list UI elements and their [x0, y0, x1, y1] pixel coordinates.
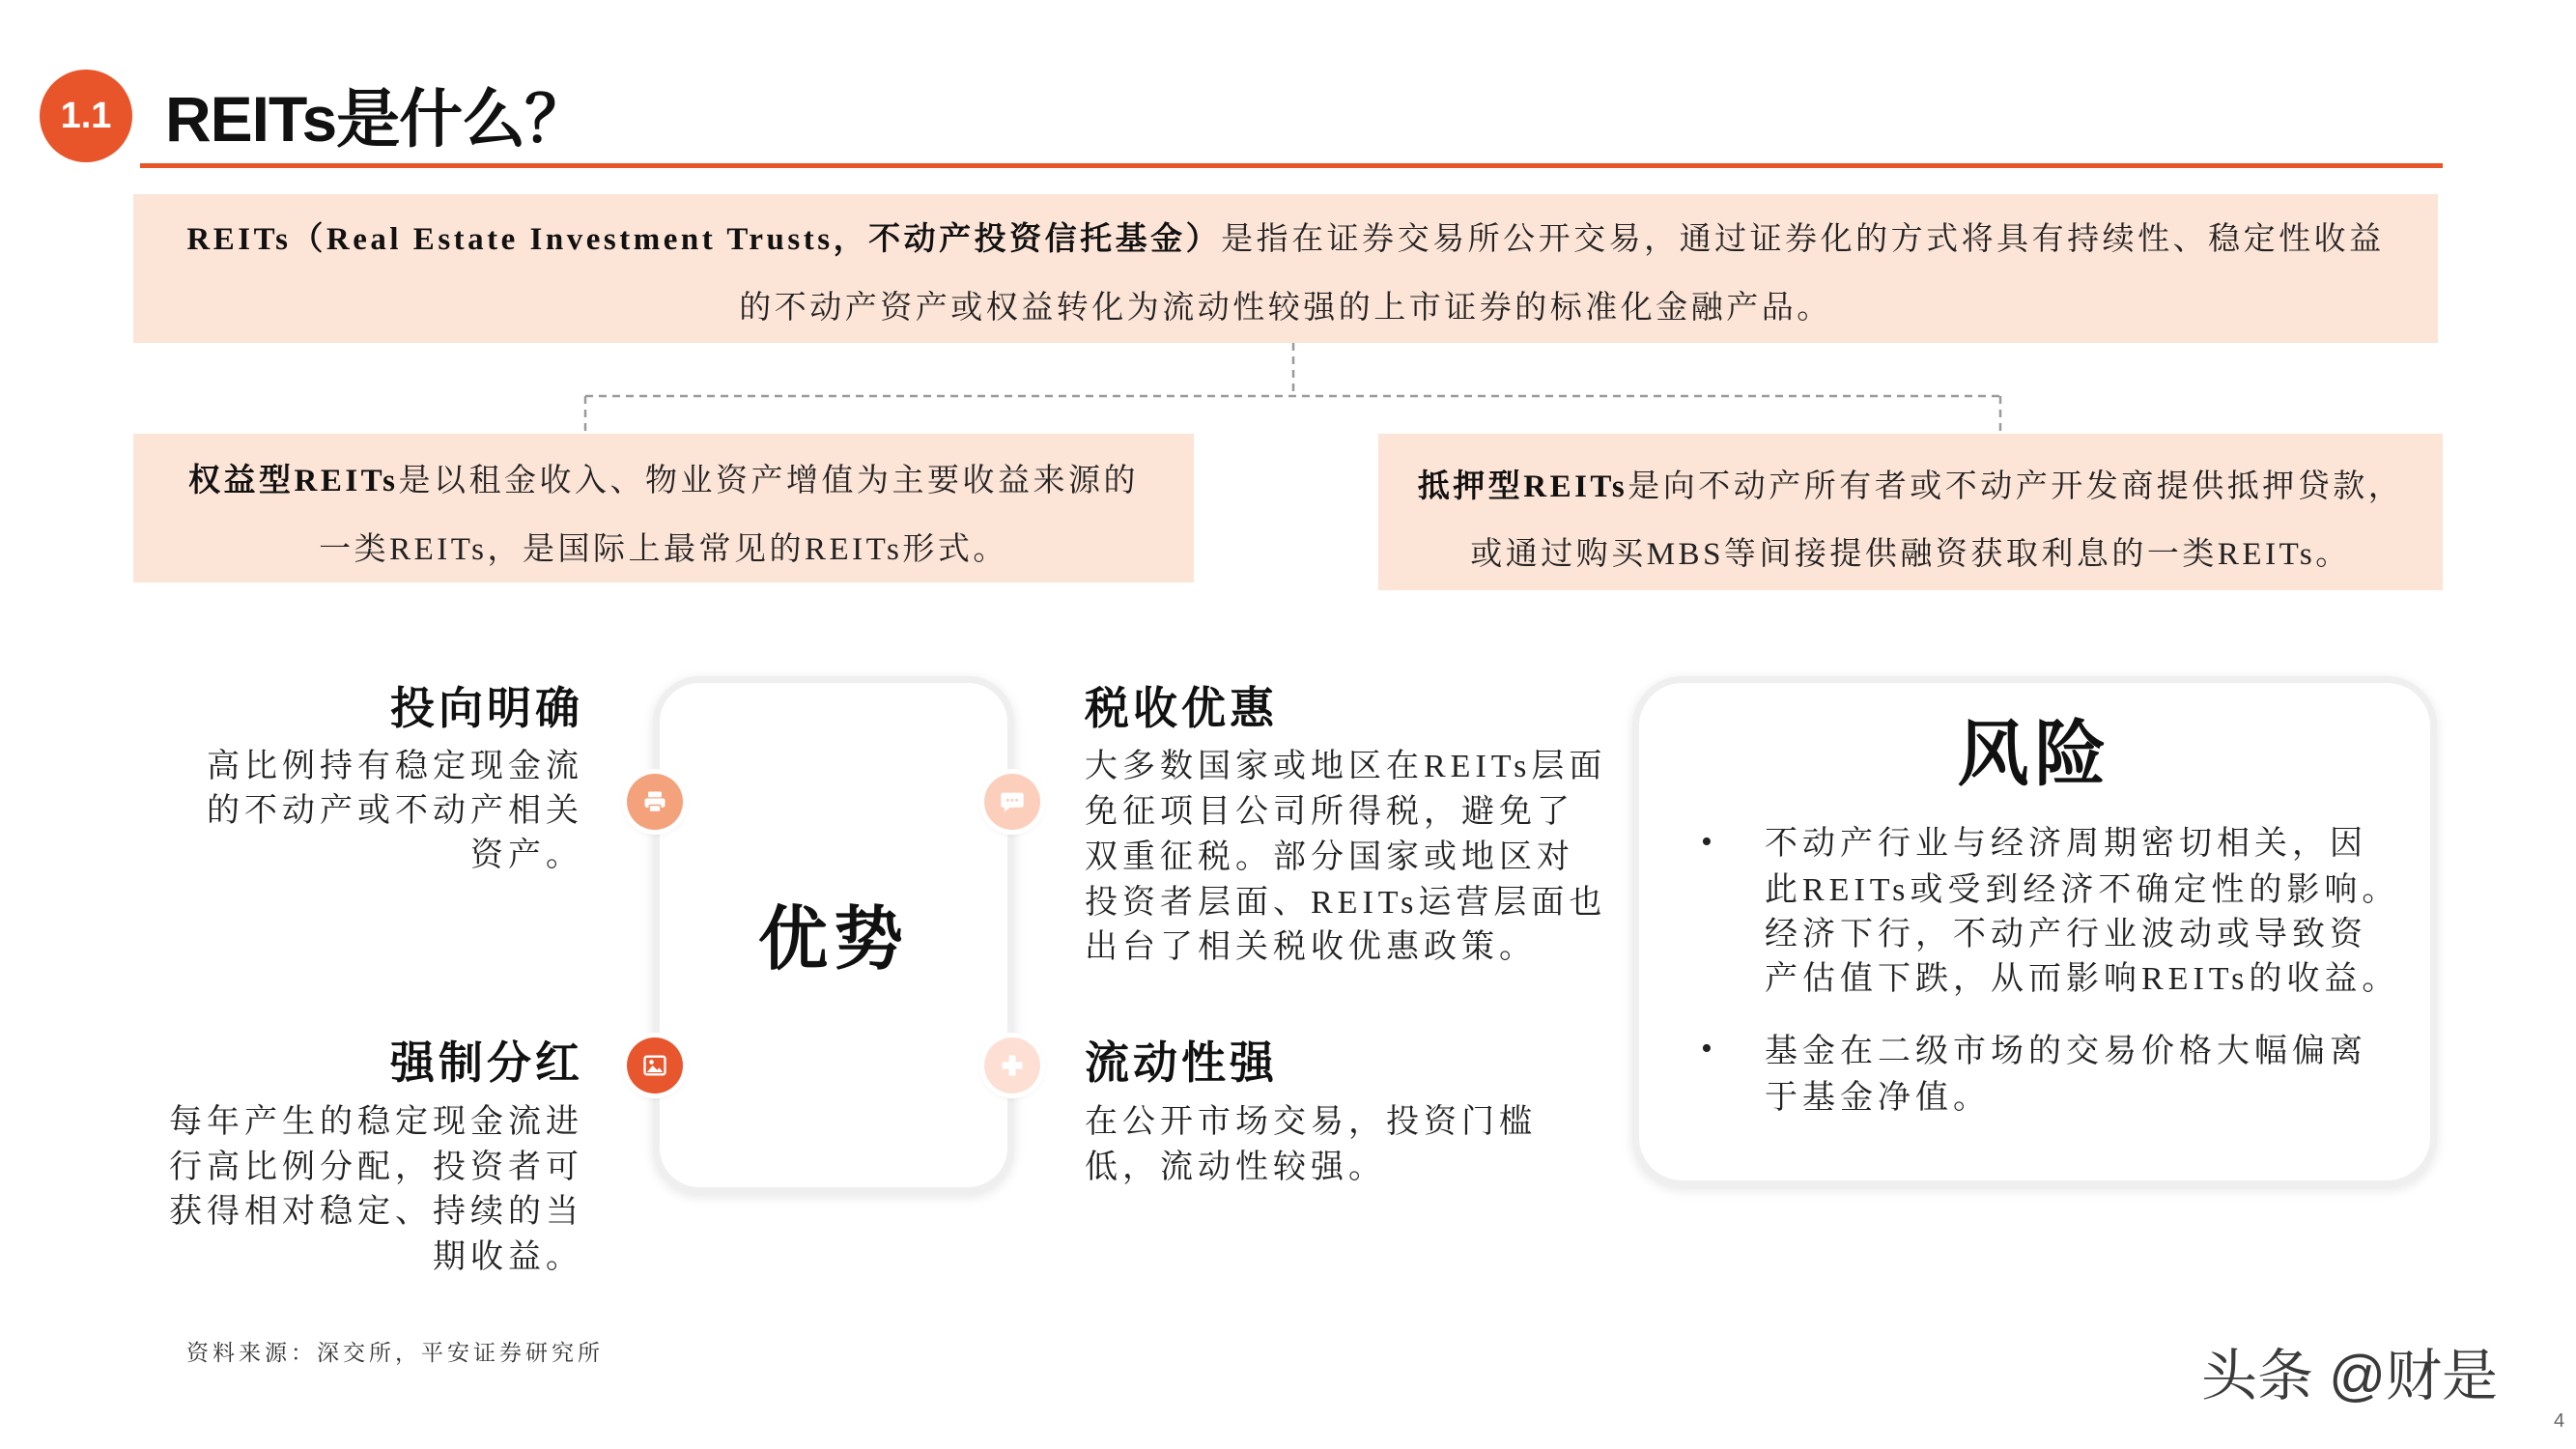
advantage-text-line: 的不动产或不动产相关: [207, 793, 583, 829]
printer-icon: [627, 774, 683, 830]
equity-reits-line-1: [133, 457, 1194, 505]
title-divider: [140, 163, 2443, 168]
advantage-text-line: 免征项目公司所得税，避免了: [1085, 794, 1574, 830]
page-number: 4: [2554, 1410, 2565, 1432]
image-icon: [627, 1037, 683, 1094]
definition-box: [133, 194, 2438, 343]
puzzle-icon: [984, 1037, 1040, 1094]
advantage-text-line: 双重征税。部分国家或地区对: [1085, 839, 1574, 875]
mortgage-reits-text: 是向不动产所有者或不动产开发商提供抵押贷款，: [1628, 469, 2404, 504]
advantage-text-line: 大多数国家或地区在REITs层面: [1085, 749, 1607, 784]
advantages-title: 优势: [757, 901, 909, 979]
advantage-text-line: 投资者层面、REITs运营层面也: [1085, 885, 1607, 921]
advantage-text-line: 出台了相关税收优惠政策。: [1085, 929, 1537, 965]
advantage-heading-mandatory-dividend: 强制分红: [390, 1038, 583, 1088]
risk-text-line: 基金在二级市场的交易价格大幅偏离: [1765, 1034, 2367, 1069]
advantage-text-line: 行高比例分配，投资者可: [169, 1150, 583, 1185]
mortgage-reits-box: [1378, 434, 2443, 590]
risk-bullet-marker: •: [1701, 1031, 1713, 1066]
risk-bullet-marker: •: [1701, 824, 1713, 860]
mortgage-reits-line-2: 或通过购买MBS等间接提供融资获取利息的一类REITs。: [1470, 537, 2351, 572]
definition-text: 是指在证券交易所公开交易，通过证券化的方式将具有持续性、稳定性收益: [1221, 222, 2385, 257]
advantage-heading-liquidity: 流动性强: [1085, 1038, 1278, 1088]
definition-line-2: 的不动产资产或权益转化为流动性较强的上市证券的标准化金融产品。: [739, 291, 1832, 326]
advantage-text-line: 在公开市场交易，投资门槛: [1085, 1104, 1537, 1140]
equity-reits-box: [133, 434, 1194, 582]
risk-text-line: 不动产行业与经济周期密切相关，因: [1765, 826, 2367, 862]
risk-text-line: 于基金净值。: [1765, 1080, 1991, 1116]
equity-reits-term: 权益型REITs: [187, 464, 399, 498]
advantage-heading-tax-benefit: 税收优惠: [1085, 684, 1278, 733]
advantage-text-line: 低，流动性较强。: [1085, 1150, 1386, 1185]
advantage-text-line: 获得相对稳定、持续的当: [169, 1194, 583, 1230]
risk-text-line: 此REITs或受到经济不确定性的影响。: [1765, 872, 2400, 908]
risk-text-line: 经济下行，不动产行业波动或导致资: [1765, 917, 2367, 952]
advantage-text-line: 期收益。: [433, 1239, 583, 1275]
watermark: 头条 @财是: [2201, 1345, 2498, 1407]
mortgage-reits-term: 抵押型REITs: [1417, 469, 1628, 504]
advantage-text-line: 每年产生的稳定现金流进: [169, 1104, 583, 1140]
definition-term: REITs（Real Estate Investment Trusts，不动产投资信托基金）: [186, 222, 1222, 257]
advantage-heading-clear-investment: 投向明确: [390, 684, 583, 733]
definition-line-1: [133, 215, 2438, 264]
connector-lines: [0, 338, 2576, 444]
chat-icon: [984, 774, 1040, 830]
source-note: 资料来源：深交所，平安证券研究所: [186, 1341, 604, 1365]
risks-title: 风险: [1957, 716, 2112, 795]
risk-text-line: 产估值下跌，从而影响REITs的收益。: [1765, 961, 2400, 997]
advantage-text-line: 资产。: [470, 838, 583, 873]
equity-reits-text: 是以租金收入、物业资产增值为主要收益来源的: [398, 464, 1139, 498]
section-number-badge: 1.1: [40, 70, 132, 162]
advantage-text-line: 高比例持有稳定现金流: [207, 749, 583, 784]
mortgage-reits-line-1: [1378, 463, 2443, 511]
equity-reits-line-2: 一类REITs，是国际上最常见的REITs形式。: [319, 532, 1008, 567]
page-title: REITs是什么？: [165, 83, 588, 155]
